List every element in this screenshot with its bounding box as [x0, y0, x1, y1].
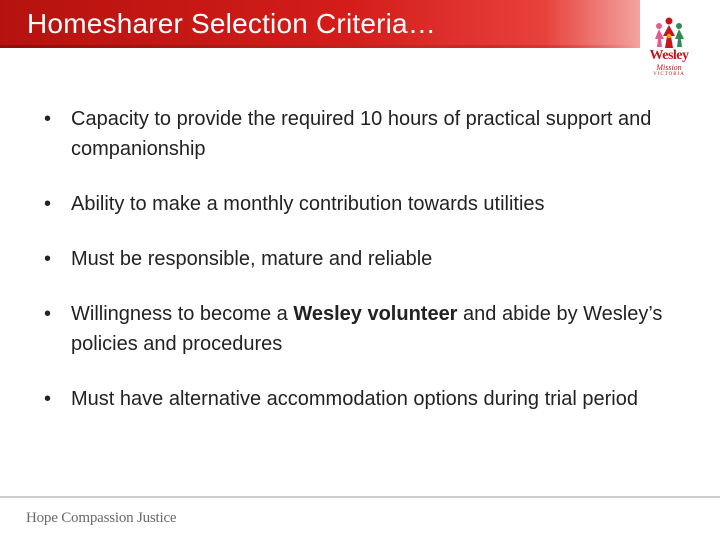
logo-text-mission: Mission	[656, 63, 682, 72]
criteria-text: Must be responsible, mature and reliable	[71, 248, 433, 270]
bullet-icon: •	[44, 303, 52, 325]
logo-text-wesley: Wesley	[649, 48, 689, 63]
wesley-people-icon	[652, 16, 686, 50]
criteria-item	[44, 104, 664, 164]
logo-text-victoria: VICTORIA	[653, 72, 685, 77]
wesley-mission-logo	[642, 12, 696, 82]
criteria-text: Must have alternative accommodation options during trial period	[71, 388, 638, 410]
bullet-icon: •	[44, 248, 52, 270]
criteria-text-after: and abide by Wesley’s policies and procedures	[71, 303, 663, 355]
criteria-item	[44, 189, 664, 219]
title-bar	[0, 0, 640, 48]
criteria-text: Capacity to provide the required 10 hours of practical support and companionship	[71, 108, 652, 160]
slide-title: Homesharer Selection Criteria…	[27, 8, 437, 39]
criteria-item	[44, 244, 664, 274]
criteria-text-before: Willingness to become a	[71, 303, 294, 325]
footer-tagline: Hope Compassion Justice	[26, 510, 177, 526]
criteria-item	[44, 299, 664, 359]
criteria-list	[44, 104, 664, 439]
criteria-text: Ability to make a monthly contribution towards utilities	[71, 193, 545, 215]
wesley-volunteer-emphasis: Wesley volunteer	[293, 303, 458, 325]
criteria-text	[71, 303, 662, 355]
bullet-icon: •	[44, 388, 52, 410]
footer-divider	[0, 496, 720, 498]
bullet-icon: •	[44, 193, 52, 215]
bullet-icon: •	[44, 108, 52, 130]
criteria-item	[44, 384, 664, 414]
